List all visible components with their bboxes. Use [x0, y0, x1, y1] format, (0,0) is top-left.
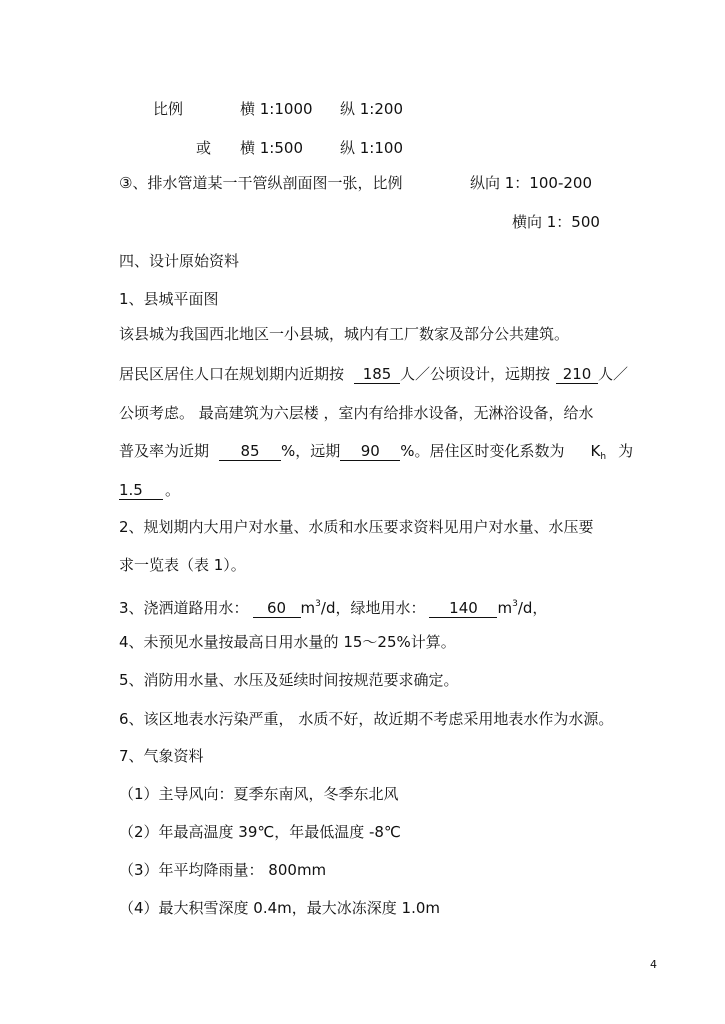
green-water-value: 140	[429, 599, 497, 618]
coverage-line	[119, 441, 633, 467]
scale-row1-horizontal: 横 1:1000	[240, 100, 313, 118]
item3-line	[119, 594, 547, 618]
green-water-unit: m	[497, 599, 513, 617]
item3-text-d2: /d，	[517, 599, 548, 617]
k-symbol: $K_h$	[590, 442, 607, 462]
item7-title: 7、气象资料	[119, 747, 204, 765]
k-value-line	[119, 480, 180, 500]
scale-row2-horizontal: 横 1:500	[240, 139, 303, 157]
coverage-near-value: 85	[219, 442, 281, 461]
item2-line2: 求一览表（表 1）。	[119, 556, 246, 574]
population-text-a: 居民区居住人口在规划期内近期按	[119, 365, 345, 383]
item2-line1: 2、规划期内大用户对水量、水质和水压要求资料见用户对水量、水压要	[119, 518, 594, 536]
drainage-horizontal-scale: 横向 1：500	[512, 213, 600, 231]
coverage-text-b: %，远期	[281, 442, 341, 460]
item5: 5、消防用水量、水压及延续时间按规范要求确定。	[119, 671, 459, 689]
scale-label: 比例	[153, 100, 184, 118]
population-near-value: 185	[354, 365, 400, 384]
population-text-b: 人／公顷设计，远期按	[400, 365, 551, 383]
population-text-c: 人／	[598, 365, 629, 383]
k-end: 。	[165, 481, 181, 499]
item4: 4、未预见水量按最高日用水量的 15～25%计算。	[119, 633, 456, 651]
item6: 6、该区地表水污染严重， 水质不好，故近期不考虑采用地表水作为水源。	[119, 710, 614, 728]
green-water-unit-sup: 3	[512, 599, 518, 609]
k-value: 1.5	[119, 481, 163, 500]
population-far-value: 210	[556, 365, 598, 384]
scale-or: 或	[196, 139, 212, 157]
item3-text-a: 3、浇洒道路用水：	[119, 599, 249, 617]
coverage-text-a: 普及率为近期	[119, 442, 210, 460]
item3-text-d1: /d，绿地用水：	[320, 599, 426, 617]
drainage-profile-text: ③、排水管道某一干管纵剖面图一张，比例	[119, 174, 403, 192]
item1-description: 该县城为我国西北地区一小县城，城内有工厂数家及部分公共建筑。	[119, 325, 570, 343]
coverage-far-value: 90	[340, 442, 400, 461]
road-water-value: 60	[253, 599, 301, 618]
k-wei: 为	[618, 442, 634, 460]
k-subscript: h	[600, 452, 607, 462]
scale-row1-vertical: 纵 1:200	[340, 100, 403, 118]
climate-wind: （1）主导风向：夏季东南风，冬季东北风	[119, 785, 399, 803]
item1-title: 1、县城平面图	[119, 290, 219, 308]
coverage-text-c: %。居住区时变化系数为	[400, 442, 565, 460]
climate-snow-frost: （4）最大积雪深度 0.4m，最大冰冻深度 1.0m	[119, 899, 441, 917]
section-heading: 四、设计原始资料	[119, 252, 240, 270]
building-line: 公顷考虑。 最高建筑为六层楼 ，室内有给排水设备，无淋浴设备，给水	[119, 404, 594, 422]
road-water-unit-sup: 3	[315, 599, 321, 609]
population-line	[119, 364, 628, 384]
scale-row2-vertical: 纵 1:100	[340, 139, 403, 157]
page-number: 4	[650, 958, 657, 971]
climate-rainfall: （3）年平均降雨量： 800mm	[119, 861, 327, 879]
road-water-unit: m	[300, 599, 316, 617]
drainage-vertical-scale: 纵向 1：100-200	[470, 174, 592, 192]
climate-temperature: （2）年最高温度 39℃，年最低温度 -8℃	[119, 823, 401, 841]
